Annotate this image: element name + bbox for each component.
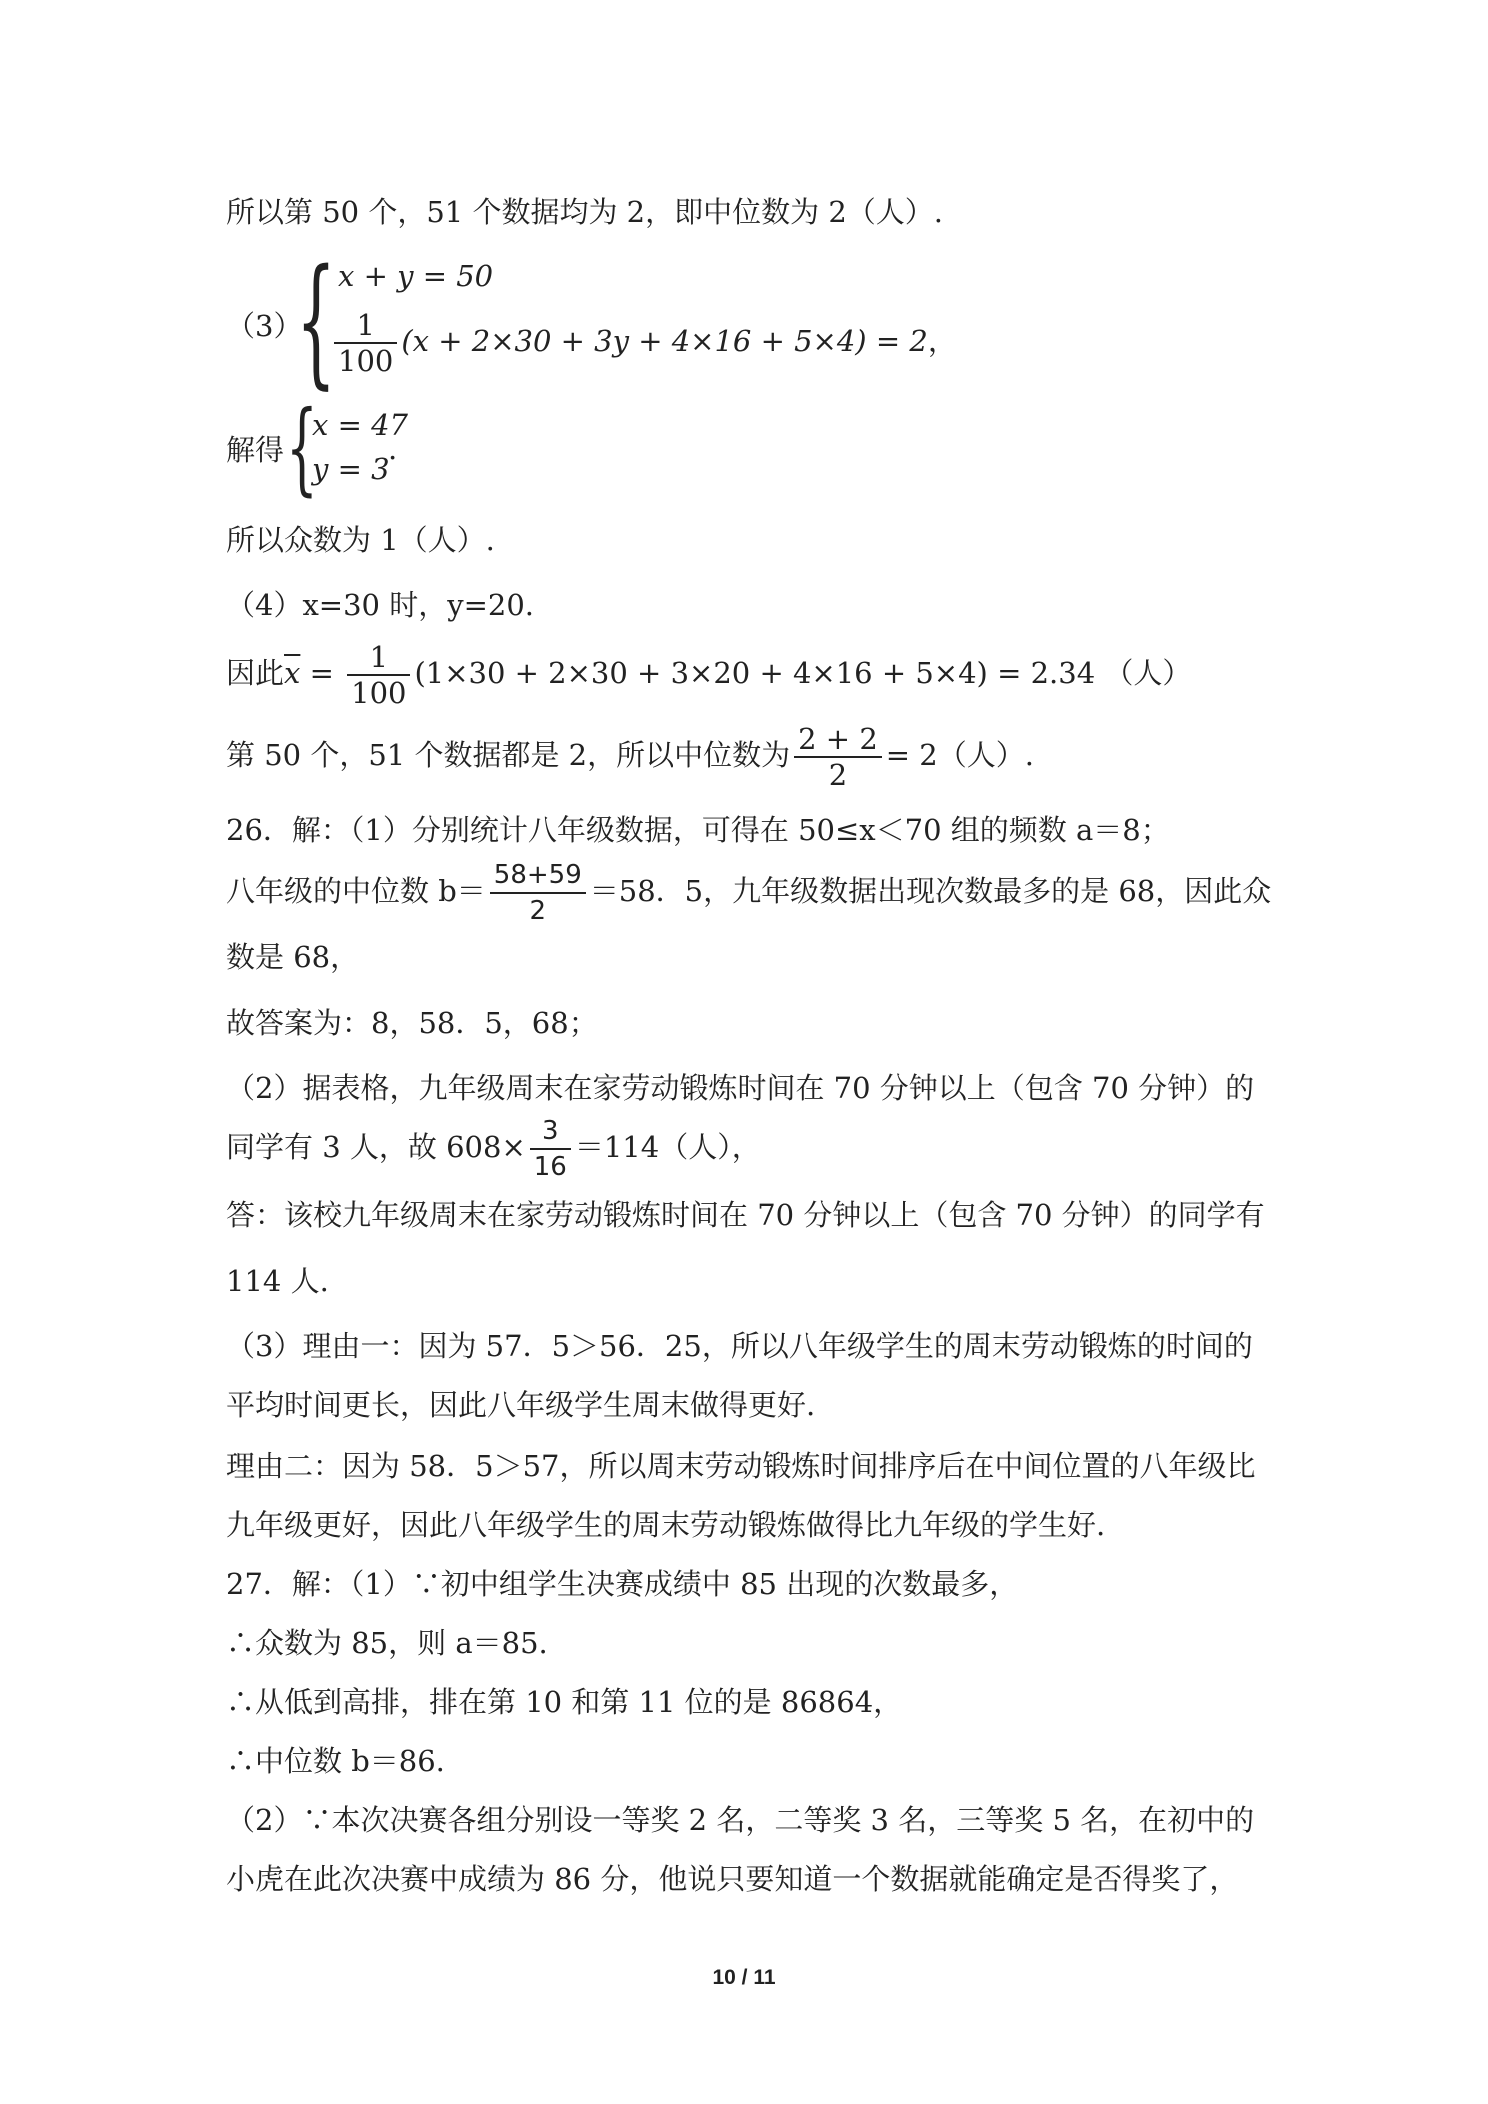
- text-line: ∴众数为 85，则 a＝85.: [226, 1626, 548, 1660]
- equation-mean: $\frac{1}{100}$ (x + 2×30 + 3y + 4×16 + 5×4) = 2，: [330, 308, 957, 378]
- text-line: 114 人.: [226, 1264, 329, 1298]
- left-brace: {: [296, 240, 337, 403]
- text-line: 答：该校九年级周末在家劳动锻炼时间在 70 分钟以上（包含 70 分钟）的同学有: [226, 1198, 1265, 1232]
- text-line: 所以众数为 1（人）.: [226, 523, 495, 557]
- text-line: 所以第 50 个，51 个数据均为 2，即中位数为 2（人）.: [226, 195, 944, 229]
- median-b-line: 八年级的中位数 b＝ $\frac{58+59}{2}$ ＝58．5，九年级数据出现次数最多的是 68，因此众: [226, 860, 1272, 926]
- text-line: 九年级更好，因此八年级学生的周末劳动锻炼做得比九年级的学生好.: [226, 1508, 1106, 1542]
- fraction-one-hundredth: $\frac{1}{100}$: [347, 640, 410, 710]
- left-brace: {: [286, 389, 318, 506]
- text-line: （2）据表格，九年级周末在家劳动锻炼时间在 70 分钟以上（包含 70 分钟）的: [226, 1071, 1255, 1105]
- fraction-three-sixteenths: $\frac{3}{16}$: [530, 1114, 571, 1184]
- text-line: 理由二：因为 58．5＞57，所以周末劳动锻炼时间排序后在中间位置的八年级比: [226, 1449, 1256, 1483]
- page-number: 10 / 11: [712, 1966, 776, 1989]
- estimate-line: 同学有 3 人，故 608× $\frac{3}{16}$ ＝114（人），: [226, 1116, 761, 1182]
- text-line: （3）理由一：因为 57．5＞56．25，所以八年级学生的周末劳动锻炼的时间的: [226, 1329, 1253, 1363]
- label-part-3: （3）: [226, 309, 303, 343]
- median-calculation: 第 50 个，51 个数据都是 2，所以中位数为 $\frac{2 + 2}{2}$ = 2（人）.: [226, 722, 1034, 792]
- fraction-one-hundredth: $\frac{1}{100}$: [334, 308, 397, 378]
- fraction-median: $\frac{2 + 2}{2}$: [794, 722, 882, 792]
- period: .: [388, 432, 398, 466]
- mean-calculation: 因此$\overline{x}$ = $\frac{1}{100}$ (1×30 + 2×30 + 3×20 + 4×16 + 5×4) = 2.34 （人）: [226, 640, 1192, 710]
- text-line: 故答案为：8，58．5，68；: [226, 1006, 598, 1040]
- text-line: 平均时间更长，因此八年级学生周末做得更好.: [226, 1388, 816, 1422]
- solution-y: y = 3: [312, 452, 390, 486]
- text-line: 数是 68，: [226, 940, 360, 974]
- text-line: （4）x=30 时，y=20.: [226, 588, 535, 622]
- equation-x-plus-y: x + y = 50: [338, 259, 494, 293]
- solution-x: x = 47: [312, 408, 408, 442]
- text-line: ∴从低到高排，排在第 10 和第 11 位的是 86864，: [226, 1685, 903, 1719]
- text-line: 小虎在此次决赛中成绩为 86 分，他说只要知道一个数据就能确定是否得奖了，: [226, 1862, 1239, 1896]
- text-line: （2）∵本次决赛各组分别设一等奖 2 名，二等奖 3 名，三等奖 5 名，在初中的: [226, 1803, 1255, 1837]
- text-line: 26．解：（1）分别统计八年级数据，可得在 50≤x＜70 组的频数 a＝8；: [226, 813, 1170, 847]
- label-solve: 解得: [226, 433, 285, 467]
- text-line: ∴中位数 b＝86.: [226, 1744, 445, 1778]
- text-line: 27．解：（1）∵初中组学生决赛成绩中 85 出现的次数最多，: [226, 1567, 1019, 1601]
- fraction-median-b: $\frac{58+59}{2}$: [490, 858, 586, 928]
